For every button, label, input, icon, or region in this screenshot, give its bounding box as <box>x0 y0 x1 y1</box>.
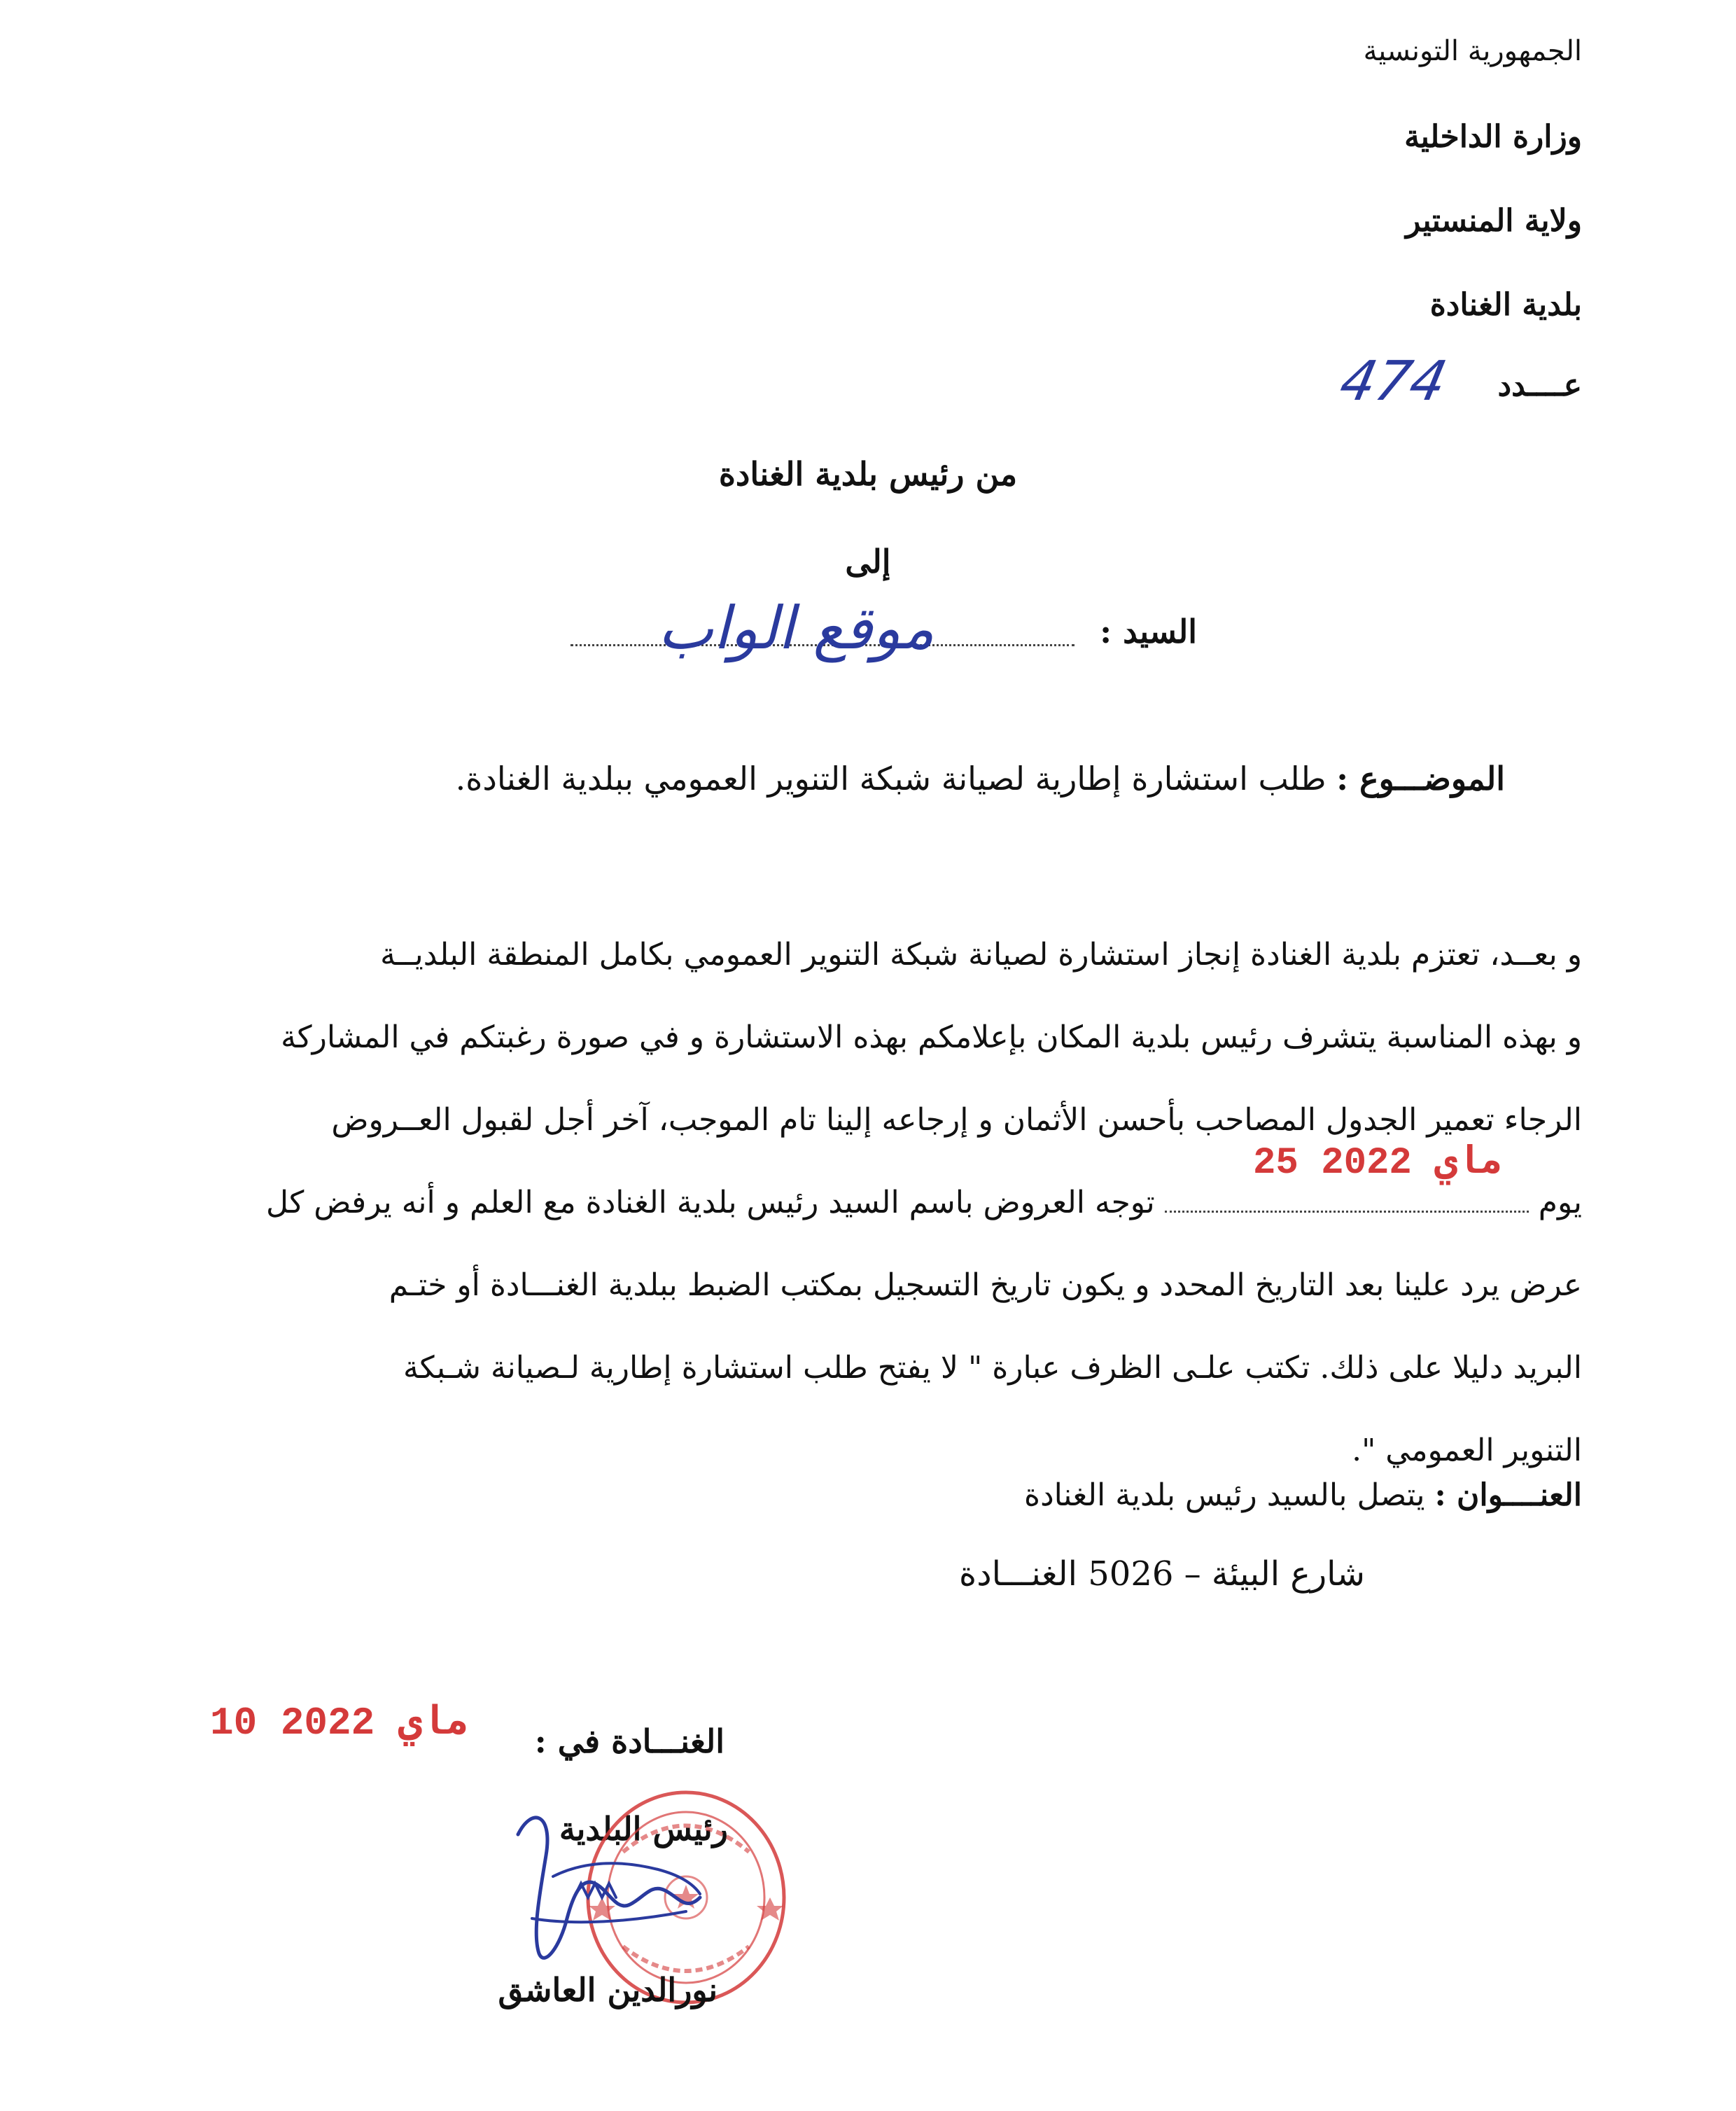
republic-heading: الجمهورية التونسية <box>1363 35 1582 67</box>
mayor-name: نورالدين العاشق <box>498 1971 718 2009</box>
reference-number-label: عــــدد <box>1497 368 1582 403</box>
address-line <box>1024 1477 1582 1513</box>
body-line: الرجاء تعمير الجدول المصاحب بأحسن الأثمان و إرجاعه إلينا تام الموجب، آخر أجل لقبول العــروض <box>331 1102 1582 1138</box>
address-text: يتصل بالسيد رئيس بلدية الغنادة <box>1024 1477 1425 1513</box>
municipality-heading: بلدية الغنادة <box>1429 287 1582 323</box>
ministry-heading: وزارة الداخلية <box>1404 119 1582 155</box>
handwritten-recipient: موقع الواب <box>658 594 934 662</box>
body-line: البريد دليلا على ذلك. تكتب علـى الظرف عبارة " لا يفتح طلب استشارة إطارية لـصيانة شـبكة <box>403 1350 1582 1386</box>
place-date-label: الغنـــادة في : <box>534 1722 724 1760</box>
address-label: العنــــوان : <box>1434 1477 1582 1513</box>
body-line: التنوير العمومي ". <box>1352 1433 1582 1468</box>
mayor-title: رئيس البلدية <box>559 1810 728 1848</box>
governorate-heading: ولاية المنستير <box>1406 203 1582 239</box>
to-word: إلى <box>845 543 891 580</box>
subject-text: طلب استشارة إطارية لصيانة شبكة التنوير العمومي ببلدية الغنادة. <box>455 760 1326 797</box>
mayor-signature <box>490 1792 721 1974</box>
body-paragraph <box>168 914 1582 1492</box>
issue-date-stamp: 10 ماي 2022 <box>210 1701 469 1746</box>
body-line-text: توجه العروض باسم السيد رئيس بلدية الغنادة مع العلم و أنه يرفض كل <box>266 1185 1155 1220</box>
day-word: يوم <box>1538 1185 1582 1220</box>
body-line: و بهذه المناسبة يتشرف رئيس بلدية المكان بإعلامكم بهذه الاستشارة و في صورة رغبتكم في المشاركة <box>281 1019 1582 1055</box>
deadline-dotted-field <box>1165 1190 1529 1213</box>
sender-line: من رئيس بلدية الغنادة <box>718 455 1018 493</box>
handwritten-reference-number: 474 <box>1334 350 1452 413</box>
body-line: و بعــد، تعتزم بلدية الغنادة إنجاز استشارة لصيانة شبكة التنوير العمومي بكامل المنطقة البلديــة <box>380 937 1582 973</box>
recipient-label: السيد : <box>1100 613 1197 650</box>
street-address: شارع البيئة – 5026 الغنـــادة <box>959 1554 1365 1594</box>
deadline-date-stamp: 25 ماي 2022 <box>1253 1142 1503 1185</box>
subject-label: الموضـــوع : <box>1336 760 1505 797</box>
subject-line <box>456 760 1505 797</box>
body-line: عرض يرد علينا بعد التاريخ المحدد و يكون تاريخ التسجيل بمكتب الضبط ببلدية الغنـــادة أو ختـم <box>388 1267 1582 1303</box>
